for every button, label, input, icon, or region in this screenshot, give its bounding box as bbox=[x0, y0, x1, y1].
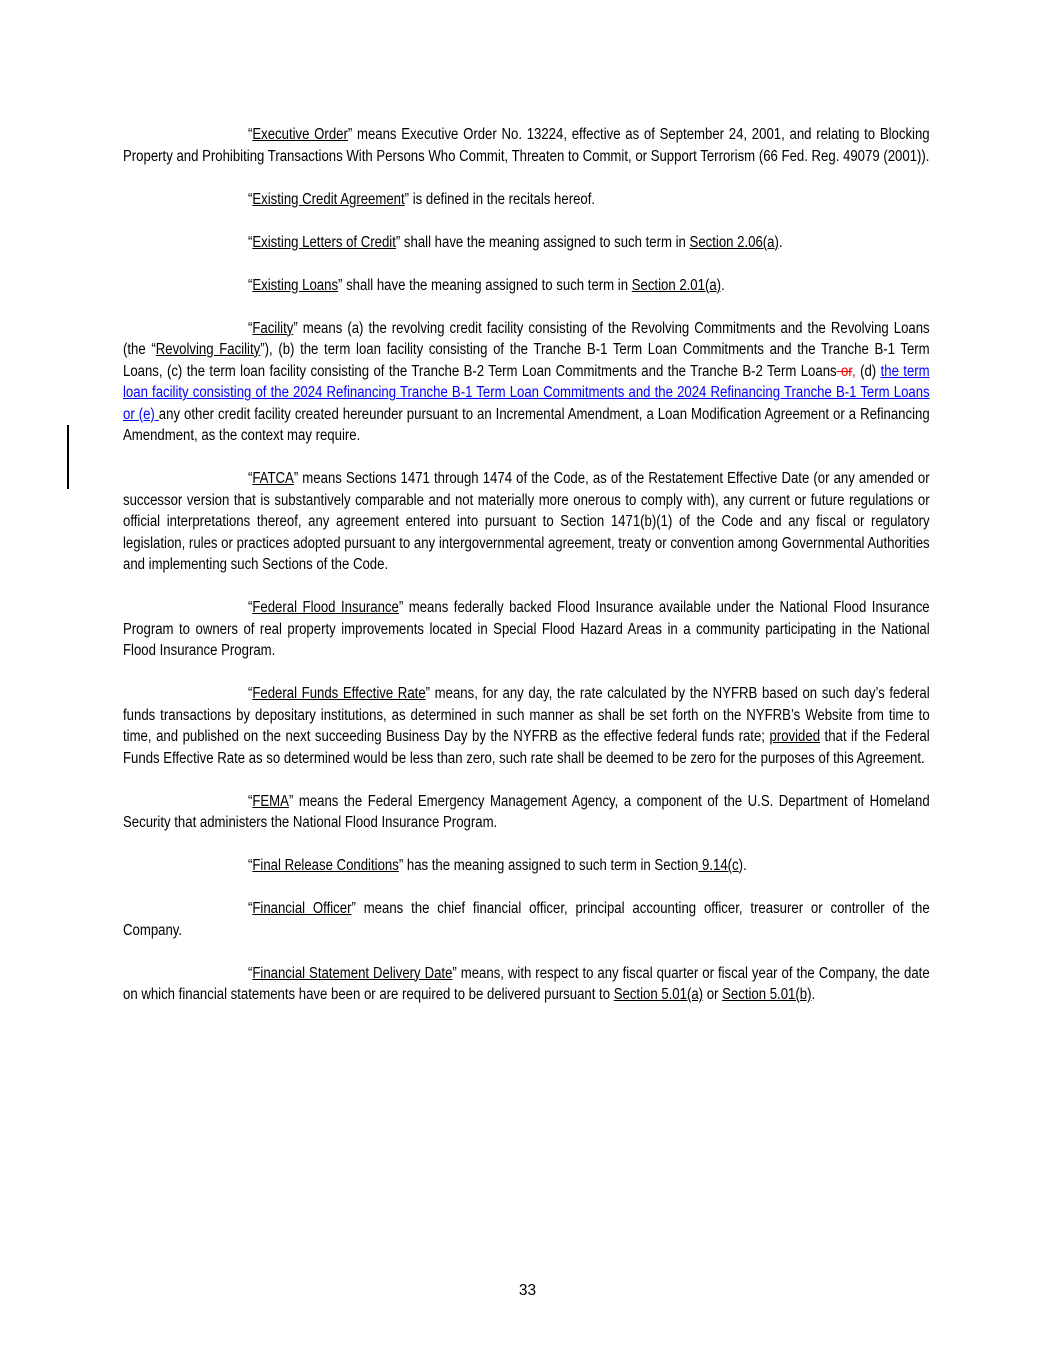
defined-term: Executive Order bbox=[252, 126, 348, 143]
paragraph bbox=[123, 275, 930, 297]
text-run: “ bbox=[247, 276, 253, 294]
paragraph bbox=[123, 232, 930, 254]
text-run: “ bbox=[247, 190, 253, 208]
revision-change-bar bbox=[67, 425, 69, 489]
text-run: or bbox=[703, 986, 723, 1003]
defined-term: Facility bbox=[252, 319, 294, 337]
paragraph bbox=[123, 855, 930, 877]
defined-term: Section 5.01(a) bbox=[613, 986, 704, 1003]
text-run: ” shall have the meaning assigned to such term in bbox=[395, 233, 690, 251]
text-run: . bbox=[721, 276, 725, 294]
text-run: ” has the meaning assigned to such term in Section bbox=[398, 857, 699, 874]
text-run: “ bbox=[247, 319, 253, 337]
paragraph bbox=[123, 791, 930, 834]
text-run: ” means the Federal Emergency Management Agency, a component of the U.S. Department of Homeland Security that administers the National Flood Insurance Program. bbox=[123, 792, 930, 831]
text-run: any other credit facility created hereunder pursuant to an Incremental Amendment, a Loan Modification Agreement or a Refinancing Amendment, as the context may require. bbox=[123, 405, 930, 444]
text-run: “ bbox=[247, 470, 253, 487]
paragraph bbox=[123, 318, 930, 447]
text-run: ). bbox=[738, 857, 747, 874]
text-run: ” means federally backed Flood Insurance available under the National Flood Insurance Program to owners of real property improvements located in Special Flood Hazard Areas in a community participating in the National Flood Insurance Program. bbox=[123, 599, 930, 659]
defined-term: 9.14(c bbox=[698, 857, 739, 874]
text-run: that if the Federal Funds Effective Rate as so determined would be less than zero, such rate shall be deemed to be zero for the purposes of this Agreement. bbox=[123, 728, 930, 767]
text-run: “ bbox=[247, 792, 253, 810]
text-run: ” means, for any day, the rate calculated by the NYFRB based on such day’s federal funds transactions by depositary institutions, as determined in such manner as shall be set forth on the NYFRB’s Website from time to time, and published on the next succeeding Business Day by the NYFRB as the effective federal funds rate; bbox=[123, 685, 930, 745]
text-run: ” means (a) the revolving credit facility consisting of the Revolving Commitments and the Revolving Loans (the “ bbox=[123, 319, 930, 358]
paragraph bbox=[123, 683, 930, 769]
inserted-text: the term loan facility consisting of the 2024 Refinancing Tranche B-1 Term Loan Commitments and the 2024 Refinancing Tranche B-1 Term Loans or (e) bbox=[123, 362, 930, 423]
defined-term: Existing Loans bbox=[252, 276, 339, 294]
defined-term: provided bbox=[769, 728, 821, 745]
defined-term: Financial Statement Delivery Date bbox=[252, 964, 453, 982]
defined-term: Financial Officer bbox=[252, 900, 352, 917]
paragraph bbox=[123, 124, 930, 167]
defined-term: FATCA bbox=[252, 470, 294, 487]
page-number: 33 bbox=[518, 1282, 537, 1299]
document-body bbox=[123, 124, 930, 1027]
text-run: “ bbox=[247, 126, 253, 143]
defined-term: Federal Funds Effective Rate bbox=[252, 685, 426, 702]
deleted-text: or bbox=[836, 362, 853, 380]
paragraph bbox=[123, 963, 930, 1006]
text-run: . bbox=[778, 233, 783, 251]
inserted-text: , bbox=[852, 362, 856, 380]
text-run: “ bbox=[247, 857, 253, 874]
defined-term: Section 2.01(a) bbox=[631, 276, 722, 294]
text-run: “ bbox=[247, 685, 253, 702]
defined-term: Existing Letters of Credit bbox=[252, 233, 396, 251]
text-run: “ bbox=[247, 599, 253, 616]
paragraph bbox=[123, 468, 930, 576]
text-run: ” means Executive Order No. 13224, effective as of September 24, 2001, and relating to Blocking Property and Prohibiting Transactions With Persons Who Commit, Threaten to Commit, or Support Terrorism (66 Fed. Reg. 49079 (2001)). bbox=[123, 126, 930, 165]
text-run: ” means, with respect to any fiscal quarter or fiscal year of the Company, the date on which financial statements have been or are required to be delivered pursuant to bbox=[123, 964, 930, 1003]
defined-term: Section 2.06(a) bbox=[689, 233, 779, 251]
text-run: ” shall have the meaning assigned to such term in bbox=[338, 276, 632, 294]
text-run: . bbox=[811, 986, 816, 1003]
defined-term: FEMA bbox=[252, 792, 289, 810]
text-run: “ bbox=[247, 233, 253, 251]
text-run: ” means Sections 1471 through 1474 of the Code, as of the Restatement Effective Date (or any amended or successor version that is substantively comparable and not materially more onerous to comply with), any current or future regulations or official interpretations thereof, any agreement entered into pursuant to Section 1471(b)(1) of the Code and any fiscal or regulatory legislation, rules or practices adopted pursuant to any intergovernmental agreement, treaty or convention among Governmental Authorities and implementing such Sections of the Code. bbox=[123, 470, 930, 573]
paragraph bbox=[123, 597, 930, 662]
paragraph bbox=[123, 189, 930, 211]
text-run: (d) bbox=[855, 362, 881, 380]
paragraph bbox=[123, 898, 930, 941]
defined-term: Existing Credit Agreement bbox=[252, 190, 405, 208]
text-run: ”), (b) the term loan facility consisting of the Tranche B-1 Term Loan Commitments and the Tranche B-1 Term Loans, (c) the term loan facility consisting of the Tranche B-2 Term Loan Commitments and the Tranche B-2 Term Loans bbox=[123, 341, 930, 380]
defined-term: Federal Flood Insurance bbox=[252, 599, 399, 616]
text-run: “ bbox=[247, 900, 253, 917]
text-run: ” means the chief financial officer, principal accounting officer, treasurer or controller of the Company. bbox=[123, 900, 930, 939]
defined-term: Section 5.01(b) bbox=[722, 986, 812, 1003]
text-run: ” is defined in the recitals hereof. bbox=[404, 190, 596, 208]
defined-term: Final Release Conditions bbox=[252, 857, 399, 874]
text-run: “ bbox=[247, 964, 253, 982]
defined-term: Revolving Facility bbox=[155, 341, 261, 358]
